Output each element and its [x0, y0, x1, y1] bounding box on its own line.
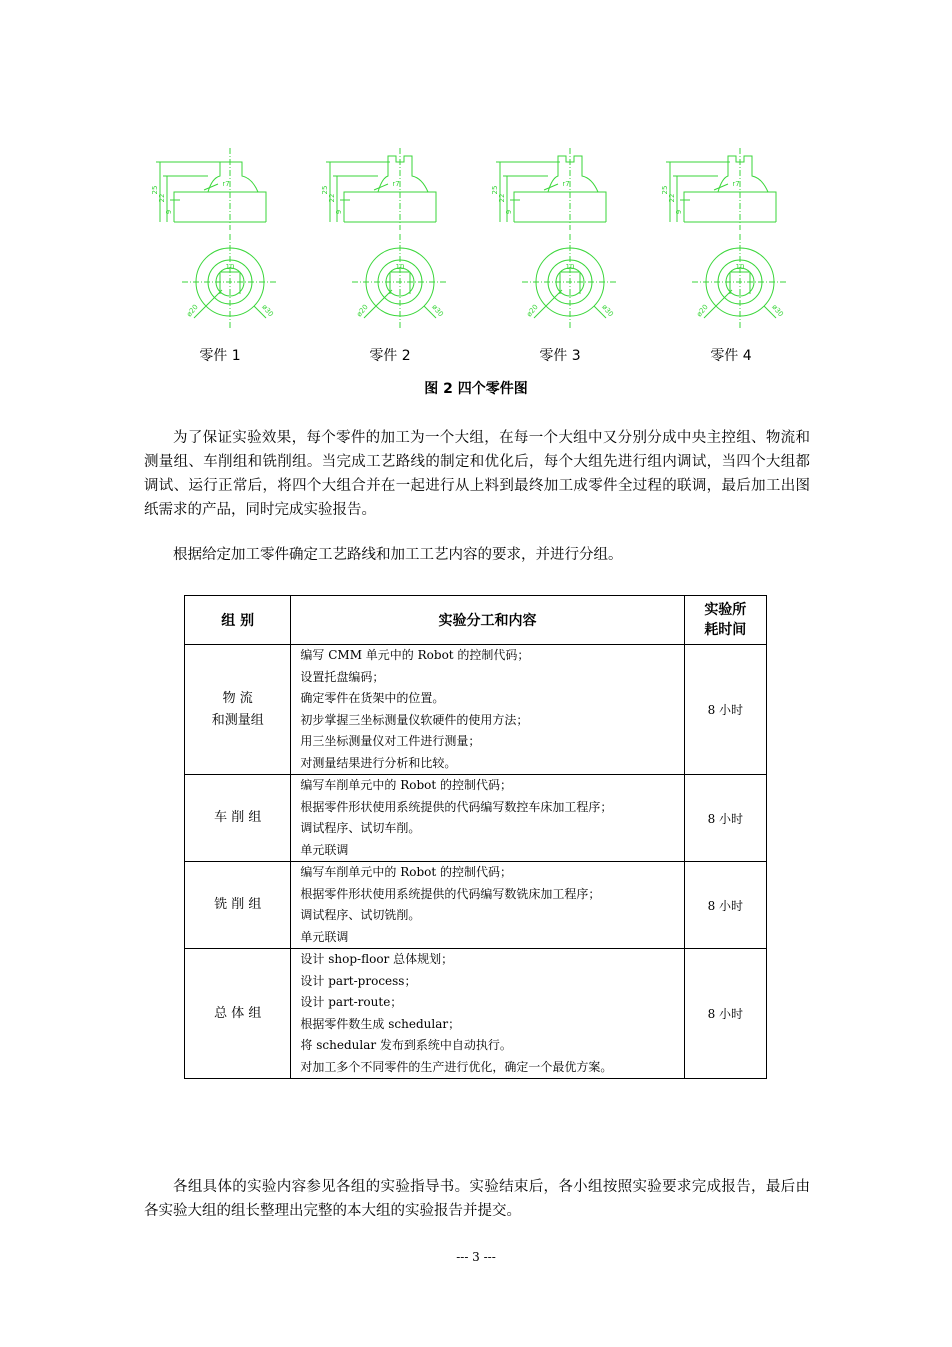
- part-svg: [146, 140, 296, 340]
- diameter-label: ø20: [355, 303, 370, 319]
- header-time-line1: 实验所: [704, 602, 747, 618]
- header-content: 实验分工和内容: [291, 596, 684, 645]
- top-view: [692, 234, 788, 330]
- content-line: 根据零件形状使用系统提供的代码编写数铣床加工程序；: [300, 886, 601, 901]
- content-cell: [291, 775, 684, 862]
- part-outline: [514, 156, 606, 222]
- diameter-label: ø30: [600, 303, 615, 319]
- content-cell: [291, 949, 684, 1079]
- top-view: [182, 234, 278, 330]
- content-line: 设计 part-process；: [300, 973, 417, 988]
- header-time-line2: 耗时间: [704, 622, 747, 638]
- dim-label: 25: [151, 185, 159, 195]
- part-drawing-4: [656, 140, 806, 340]
- diameter-label: ø30: [430, 303, 445, 319]
- group-cell: [185, 862, 291, 949]
- radius-label: r7: [222, 180, 230, 188]
- paragraph-requirement: 根据给定加工零件确定工艺路线和加工工艺内容的要求，并进行分组。: [173, 547, 623, 563]
- content-cell: [291, 862, 684, 949]
- top-view: [522, 234, 618, 330]
- time-cell: 8 小时: [684, 862, 766, 949]
- part-outline: [344, 156, 436, 222]
- top-view: [352, 234, 448, 330]
- table-row: [185, 862, 767, 949]
- figure-caption: 图 2 四个零件图: [424, 381, 528, 397]
- content-line: 编写车削单元中的 Robot 的控制代码；: [300, 865, 513, 879]
- dim-label: 22: [668, 193, 676, 203]
- group-name-line1: 总 体 组: [214, 1005, 262, 1021]
- side-view: [326, 148, 436, 230]
- group-name-line1: 车 削 组: [214, 810, 262, 825]
- radius-label: r7: [392, 180, 400, 188]
- slot-label: 10: [735, 263, 745, 271]
- table-row: [185, 949, 767, 1079]
- content-line: 调试程序、试切铣削。: [300, 908, 421, 922]
- content-line: 用三坐标测量仪对工件进行测量；: [300, 734, 481, 748]
- content-line: 对加工多个不同零件的生产进行优化，确定一个最优方案。: [300, 1059, 613, 1074]
- dim-label: 9: [505, 209, 513, 215]
- group-cell: [185, 645, 291, 775]
- slot-label: 10: [225, 263, 235, 271]
- content-line: 初步掌握三坐标测量仪软硬件的使用方法；: [300, 712, 529, 727]
- part-drawing-1: [146, 140, 296, 340]
- table-header-row: [185, 596, 767, 645]
- dim-label: 9: [335, 209, 343, 215]
- slot-label: 10: [565, 263, 575, 271]
- dim-label: 9: [165, 209, 173, 215]
- content-line: 设计 shop-floor 总体规划；: [300, 952, 454, 966]
- diameter-label: ø20: [525, 303, 540, 319]
- part-drawing-2: [316, 140, 466, 340]
- part-svg: [656, 140, 806, 340]
- group-plan-table: [184, 595, 767, 1079]
- side-view: [496, 148, 606, 230]
- radius-label: r7: [732, 180, 740, 188]
- content-line: 编写 CMM 单元中的 Robot 的控制代码；: [300, 648, 530, 662]
- content-line: 根据零件数生成 schedular；: [300, 1016, 461, 1031]
- slot-label: 10: [395, 263, 405, 271]
- content-line: 单元联调: [300, 929, 349, 944]
- dim-label: 22: [158, 193, 166, 203]
- content-line: 单元联调: [300, 842, 349, 857]
- paragraph-report: 各组具体的实验内容参见各组的实验指导书。实验结束后，各小组按照实验要求完成报告，最后由各实验大组的组长整理出完整的本大组的实验报告并提交。: [144, 1179, 810, 1219]
- group-name-line1: 铣 削 组: [214, 897, 262, 912]
- dim-label: 25: [661, 185, 669, 195]
- group-cell: [185, 949, 291, 1079]
- content-line: 将 schedular 发布到系统中自动执行。: [300, 1038, 512, 1052]
- content-line: 设置托盘编码；: [300, 669, 385, 684]
- radius-label: r7: [562, 180, 570, 188]
- part-label-4: 零件 4: [710, 348, 752, 364]
- group-name-line2: 和测量组: [211, 712, 264, 728]
- content-line: 对测量结果进行分析和比较。: [300, 755, 457, 770]
- part-svg: [316, 140, 466, 340]
- time-cell: 8 小时: [684, 949, 766, 1079]
- dim-label: 22: [498, 193, 506, 203]
- page-number: --- 3 ---: [456, 1250, 496, 1264]
- part-label-3: 零件 3: [539, 348, 581, 364]
- time-cell: 8 小时: [684, 645, 766, 775]
- dim-label: 25: [491, 185, 499, 195]
- content-line: 设计 part-route；: [300, 995, 403, 1009]
- content-line: 根据零件形状使用系统提供的代码编写数控车床加工程序；: [300, 799, 613, 814]
- table-row: [185, 775, 767, 862]
- paragraph-grouping: 为了保证实验效果，每个零件的加工为一个大组，在每一个大组中又分别分成中央主控组、物流和测量组、车削组和铣削组。当完成工艺路线的制定和优化后，每个大组先进行组内调试，当四个大组都调试、运行正常后，将四个大组合并在一起进行从上料到最终加工成零件全过程的联调，最后加工出图纸需求的产品，同时完成实验报告。: [144, 430, 810, 518]
- diameter-label: ø30: [770, 303, 785, 319]
- part-label-1: 零件 1: [199, 348, 241, 364]
- side-view: [666, 148, 776, 230]
- table-row: [185, 645, 767, 775]
- part-label-2: 零件 2: [369, 348, 411, 364]
- parts-figure: [0, 140, 952, 340]
- dim-label: 9: [675, 209, 683, 215]
- header-time: [684, 596, 766, 645]
- dim-label: 25: [321, 185, 329, 195]
- part-svg: [486, 140, 636, 340]
- content-line: 确定零件在货架中的位置。: [300, 691, 445, 705]
- content-cell: [291, 645, 684, 775]
- part-outline: [684, 156, 776, 222]
- content-line: 编写车削单元中的 Robot 的控制代码；: [300, 778, 513, 792]
- diameter-label: ø20: [695, 303, 710, 319]
- side-view: [156, 148, 266, 230]
- dim-label: 22: [328, 193, 336, 203]
- diameter-label: ø30: [260, 303, 275, 319]
- group-cell: [185, 775, 291, 862]
- diameter-label: ø20: [185, 303, 200, 319]
- group-name-line1: 物 流: [222, 690, 253, 706]
- part-drawing-3: [486, 140, 636, 340]
- header-group: 组 别: [185, 596, 291, 645]
- time-cell: 8 小时: [684, 775, 766, 862]
- content-line: 调试程序、试切车削。: [300, 821, 421, 835]
